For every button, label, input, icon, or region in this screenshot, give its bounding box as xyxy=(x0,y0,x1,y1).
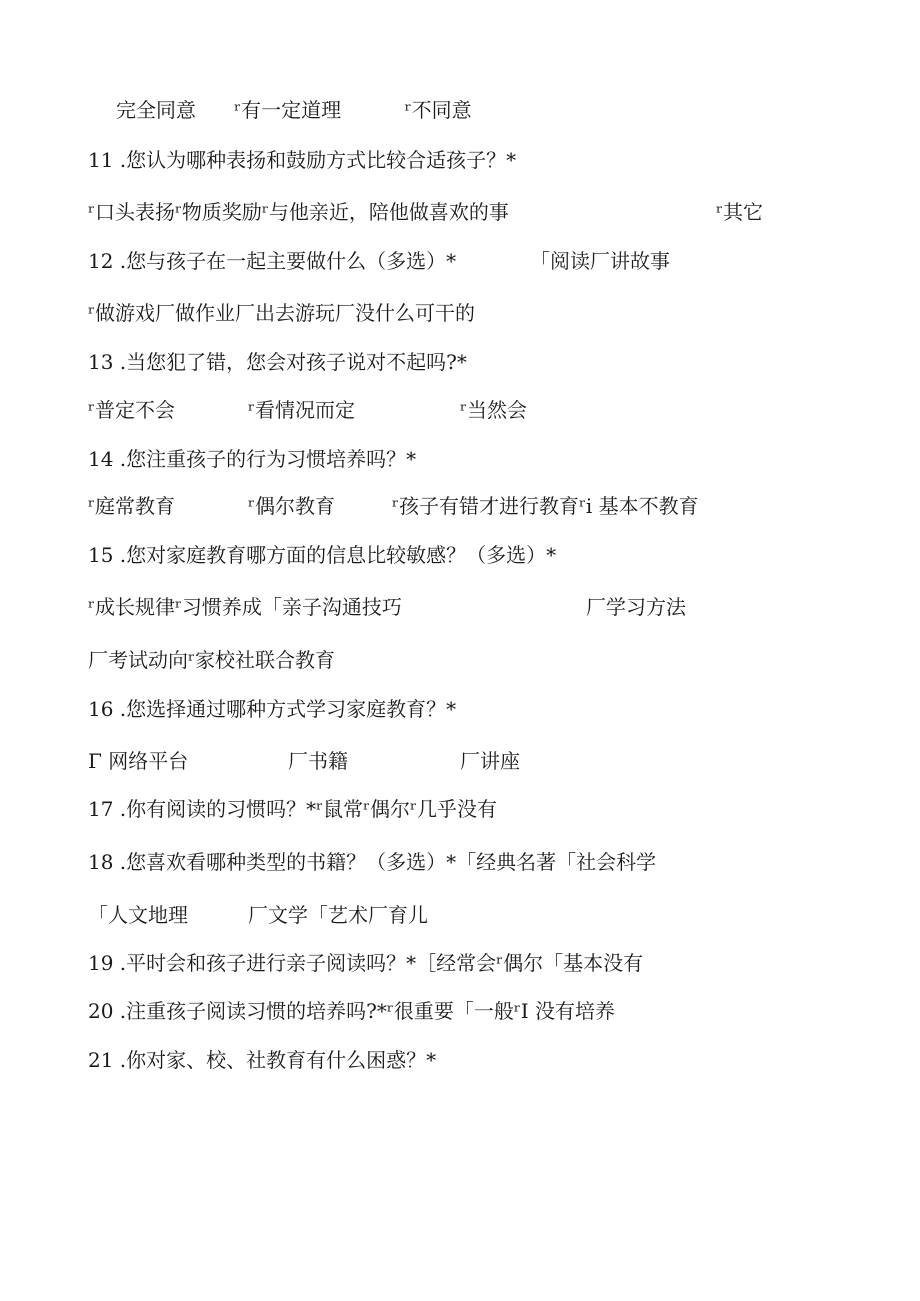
q14-option-3: ʳ孩子有错才进行教育ʳi 基本不教育 xyxy=(392,494,699,518)
q17-question: 17 .你有阅读的习惯吗？*ʳ鼠常ʳ偶尔ʳ几乎没有 xyxy=(88,797,497,821)
q12-question: 12 .您与孩子在一起主要做什么（多选）* xyxy=(88,249,457,273)
q14-option-1: ʳ庭常教育 xyxy=(88,494,175,518)
q16-question: 16 .您选择通过哪种方式学习家庭教育？* xyxy=(88,697,457,721)
q18-options-b: 厂文学「艺术厂育儿 xyxy=(248,903,428,927)
q18-question: 18 .您喜欢看哪种类型的书籍？（多选）*「经典名著「社会科学 xyxy=(88,850,657,874)
q18-option-1: 「人文地理 xyxy=(88,903,188,927)
q12-options-b: ʳ做游戏厂做作业厂出去游玩厂没什么可干的 xyxy=(88,301,475,325)
q11-option-other: ʳ其它 xyxy=(716,200,763,224)
q13-option-3: ʳ当然会 xyxy=(460,398,527,422)
q15-question: 15 .您对家庭教育哪方面的信息比较敏感？（多选）* xyxy=(88,543,557,567)
q16-option-2: 厂书籍 xyxy=(288,749,348,773)
q15-options-b: 厂考试动向ʳ家校社联合教育 xyxy=(88,648,335,672)
q11-options: ʳ口头表扬ʳ物质奖励ʳ与他亲近，陪他做喜欢的事 xyxy=(88,200,509,224)
q13-question: 13 .当您犯了错，您会对孩子说对不起吗?* xyxy=(88,350,467,374)
q19-question: 19 .平时会和孩子进行亲子阅读吗？*［经常会ʳ偶尔「基本没有 xyxy=(88,951,644,975)
q10-options: 完全同意 ʳ有一定道理 ʳ不同意 xyxy=(116,98,472,122)
q13-option-1: ʳ普定不会 xyxy=(88,398,175,422)
q16-option-3: 厂讲座 xyxy=(460,749,520,773)
q20-question: 20 .注重孩子阅读习惯的培养吗?*ʳ很重要「一般ʳI 没有培养 xyxy=(88,999,616,1023)
q14-question: 14 .您注重孩子的行为习惯培养吗？* xyxy=(88,447,417,471)
q13-option-2: ʳ看情况而定 xyxy=(248,398,355,422)
q15-options-a: ʳ成长规律ʳ习惯养成「亲子沟通技巧 xyxy=(88,595,402,619)
q15-option-study: 厂学习方法 xyxy=(586,595,686,619)
q12-options-a: 「阅读厂讲故事 xyxy=(530,249,670,273)
q16-option-1: Γ 网络平台 xyxy=(88,749,189,773)
q21-question: 21 .你对家、校、社教育有什么困惑？* xyxy=(88,1048,437,1072)
q11-question: 11 .您认为哪种表扬和鼓励方式比较合适孩子？* xyxy=(88,148,517,172)
q14-option-2: ʳ偶尔教育 xyxy=(248,494,335,518)
